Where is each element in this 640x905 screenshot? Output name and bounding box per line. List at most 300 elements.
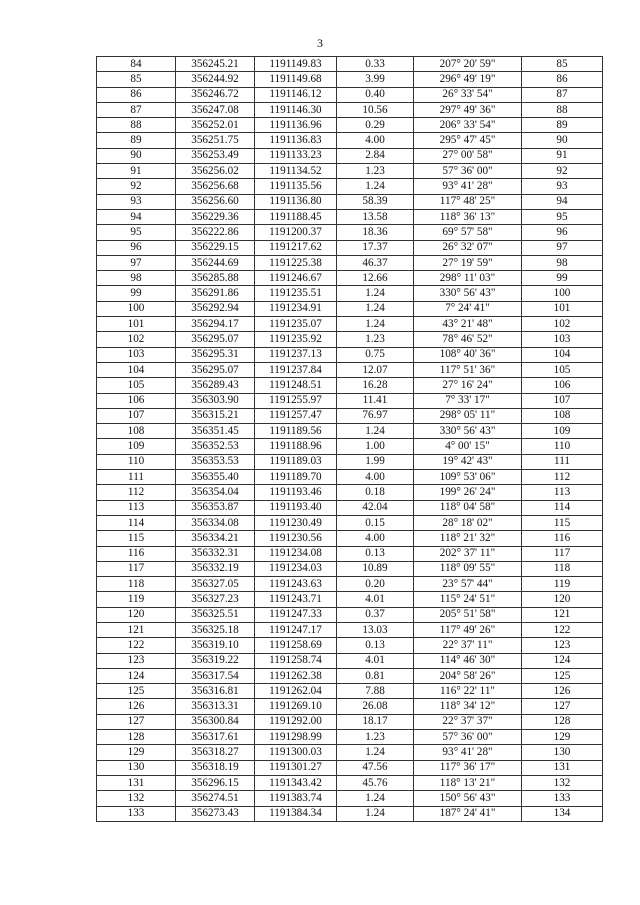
x-coordinate-cell: 356303.90 <box>176 393 255 408</box>
point-number-cell: 132 <box>97 791 176 806</box>
x-coordinate-cell: 356295.07 <box>176 332 255 347</box>
bearing-cell: 118° 09' 55" <box>414 561 522 576</box>
bearing-cell: 202° 37' 11" <box>414 546 522 561</box>
next-point-cell: 101 <box>522 301 603 316</box>
point-number-cell: 123 <box>97 653 176 668</box>
next-point-cell: 100 <box>522 286 603 301</box>
point-number-cell: 94 <box>97 209 176 224</box>
bearing-cell: 118° 34' 12" <box>414 699 522 714</box>
y-coordinate-cell: 1191292.00 <box>255 714 337 729</box>
distance-cell: 0.40 <box>337 87 414 102</box>
point-number-cell: 87 <box>97 102 176 117</box>
x-coordinate-cell: 356256.60 <box>176 194 255 209</box>
next-point-cell: 130 <box>522 745 603 760</box>
bearing-cell: 26° 33' 54" <box>414 87 522 102</box>
bearing-cell: 118° 04' 58" <box>414 500 522 515</box>
bearing-cell: 115° 24' 51" <box>414 592 522 607</box>
table-row <box>97 424 603 439</box>
point-number-cell: 118 <box>97 577 176 592</box>
y-coordinate-cell: 1191262.38 <box>255 668 337 683</box>
table-row <box>97 225 603 240</box>
x-coordinate-cell: 356222.86 <box>176 225 255 240</box>
x-coordinate-cell: 356247.08 <box>176 102 255 117</box>
bearing-cell: 199° 26' 24" <box>414 485 522 500</box>
point-number-cell: 124 <box>97 668 176 683</box>
next-point-cell: 124 <box>522 653 603 668</box>
table-row <box>97 209 603 224</box>
y-coordinate-cell: 1191149.68 <box>255 72 337 87</box>
y-coordinate-cell: 1191258.74 <box>255 653 337 668</box>
point-number-cell: 108 <box>97 424 176 439</box>
x-coordinate-cell: 356353.87 <box>176 500 255 515</box>
distance-cell: 26.08 <box>337 699 414 714</box>
table-row <box>97 148 603 163</box>
y-coordinate-cell: 1191235.92 <box>255 332 337 347</box>
coordinates-table-body <box>97 57 603 822</box>
bearing-cell: 27° 00' 58" <box>414 148 522 163</box>
distance-cell: 42.04 <box>337 500 414 515</box>
x-coordinate-cell: 356285.88 <box>176 271 255 286</box>
distance-cell: 0.75 <box>337 347 414 362</box>
table-row <box>97 531 603 546</box>
x-coordinate-cell: 356334.21 <box>176 531 255 546</box>
bearing-cell: 187° 24' 41" <box>414 806 522 821</box>
next-point-cell: 95 <box>522 209 603 224</box>
table-row <box>97 118 603 133</box>
distance-cell: 18.36 <box>337 225 414 240</box>
x-coordinate-cell: 356332.31 <box>176 546 255 561</box>
point-number-cell: 125 <box>97 684 176 699</box>
table-row <box>97 240 603 255</box>
x-coordinate-cell: 356229.36 <box>176 209 255 224</box>
next-point-cell: 99 <box>522 271 603 286</box>
y-coordinate-cell: 1191237.84 <box>255 362 337 377</box>
table-row <box>97 57 603 72</box>
distance-cell: 17.37 <box>337 240 414 255</box>
y-coordinate-cell: 1191258.69 <box>255 638 337 653</box>
bearing-cell: 22° 37' 11" <box>414 638 522 653</box>
x-coordinate-cell: 356291.86 <box>176 286 255 301</box>
distance-cell: 47.56 <box>337 760 414 775</box>
x-coordinate-cell: 356289.43 <box>176 378 255 393</box>
y-coordinate-cell: 1191193.40 <box>255 500 337 515</box>
bearing-cell: 150° 56' 43" <box>414 791 522 806</box>
y-coordinate-cell: 1191235.07 <box>255 317 337 332</box>
point-number-cell: 84 <box>97 57 176 72</box>
y-coordinate-cell: 1191246.67 <box>255 271 337 286</box>
next-point-cell: 132 <box>522 775 603 790</box>
bearing-cell: 93° 41' 28" <box>414 179 522 194</box>
y-coordinate-cell: 1191257.47 <box>255 408 337 423</box>
distance-cell: 1.23 <box>337 164 414 179</box>
table-row <box>97 684 603 699</box>
y-coordinate-cell: 1191134.52 <box>255 164 337 179</box>
distance-cell: 1.24 <box>337 286 414 301</box>
table-row <box>97 362 603 377</box>
y-coordinate-cell: 1191193.46 <box>255 485 337 500</box>
next-point-cell: 109 <box>522 424 603 439</box>
bearing-cell: 118° 13' 21" <box>414 775 522 790</box>
x-coordinate-cell: 356325.51 <box>176 607 255 622</box>
next-point-cell: 87 <box>522 87 603 102</box>
distance-cell: 0.13 <box>337 638 414 653</box>
point-number-cell: 111 <box>97 470 176 485</box>
point-number-cell: 130 <box>97 760 176 775</box>
distance-cell: 3.99 <box>337 72 414 87</box>
bearing-cell: 78° 46' 52" <box>414 332 522 347</box>
x-coordinate-cell: 356295.31 <box>176 347 255 362</box>
point-number-cell: 91 <box>97 164 176 179</box>
y-coordinate-cell: 1191383.74 <box>255 791 337 806</box>
bearing-cell: 28° 18' 02" <box>414 515 522 530</box>
next-point-cell: 131 <box>522 760 603 775</box>
table-row <box>97 607 603 622</box>
next-point-cell: 120 <box>522 592 603 607</box>
bearing-cell: 117° 51' 36" <box>414 362 522 377</box>
x-coordinate-cell: 356325.18 <box>176 622 255 637</box>
x-coordinate-cell: 356334.08 <box>176 515 255 530</box>
bearing-cell: 296° 49' 19" <box>414 72 522 87</box>
table-row <box>97 317 603 332</box>
distance-cell: 12.66 <box>337 271 414 286</box>
x-coordinate-cell: 356253.49 <box>176 148 255 163</box>
point-number-cell: 114 <box>97 515 176 530</box>
x-coordinate-cell: 356317.54 <box>176 668 255 683</box>
x-coordinate-cell: 356332.19 <box>176 561 255 576</box>
bearing-cell: 118° 21' 32" <box>414 531 522 546</box>
x-coordinate-cell: 356244.69 <box>176 255 255 270</box>
next-point-cell: 121 <box>522 607 603 622</box>
distance-cell: 12.07 <box>337 362 414 377</box>
next-point-cell: 105 <box>522 362 603 377</box>
table-row <box>97 561 603 576</box>
table-row <box>97 806 603 821</box>
x-coordinate-cell: 356315.21 <box>176 408 255 423</box>
x-coordinate-cell: 356354.04 <box>176 485 255 500</box>
bearing-cell: 330° 56' 43" <box>414 424 522 439</box>
point-number-cell: 92 <box>97 179 176 194</box>
next-point-cell: 118 <box>522 561 603 576</box>
distance-cell: 1.23 <box>337 730 414 745</box>
table-row <box>97 515 603 530</box>
y-coordinate-cell: 1191146.30 <box>255 102 337 117</box>
next-point-cell: 113 <box>522 485 603 500</box>
distance-cell: 0.20 <box>337 577 414 592</box>
distance-cell: 2.84 <box>337 148 414 163</box>
y-coordinate-cell: 1191301.27 <box>255 760 337 775</box>
next-point-cell: 86 <box>522 72 603 87</box>
next-point-cell: 90 <box>522 133 603 148</box>
table-row <box>97 592 603 607</box>
table-row <box>97 194 603 209</box>
bearing-cell: 43° 21' 48" <box>414 317 522 332</box>
next-point-cell: 116 <box>522 531 603 546</box>
distance-cell: 1.00 <box>337 439 414 454</box>
next-point-cell: 126 <box>522 684 603 699</box>
table-row <box>97 347 603 362</box>
bearing-cell: 330° 56' 43" <box>414 286 522 301</box>
next-point-cell: 93 <box>522 179 603 194</box>
point-number-cell: 131 <box>97 775 176 790</box>
next-point-cell: 110 <box>522 439 603 454</box>
bearing-cell: 27° 16' 24" <box>414 378 522 393</box>
next-point-cell: 134 <box>522 806 603 821</box>
distance-cell: 4.01 <box>337 653 414 668</box>
point-number-cell: 133 <box>97 806 176 821</box>
distance-cell: 4.00 <box>337 470 414 485</box>
point-number-cell: 89 <box>97 133 176 148</box>
table-row <box>97 760 603 775</box>
bearing-cell: 295° 47' 45" <box>414 133 522 148</box>
table-row <box>97 408 603 423</box>
y-coordinate-cell: 1191247.17 <box>255 622 337 637</box>
next-point-cell: 122 <box>522 622 603 637</box>
x-coordinate-cell: 356300.84 <box>176 714 255 729</box>
x-coordinate-cell: 356273.43 <box>176 806 255 821</box>
point-number-cell: 109 <box>97 439 176 454</box>
x-coordinate-cell: 356229.15 <box>176 240 255 255</box>
next-point-cell: 88 <box>522 102 603 117</box>
x-coordinate-cell: 356252.01 <box>176 118 255 133</box>
point-number-cell: 110 <box>97 454 176 469</box>
table-row <box>97 775 603 790</box>
table-row <box>97 622 603 637</box>
x-coordinate-cell: 356352.53 <box>176 439 255 454</box>
table-row <box>97 699 603 714</box>
y-coordinate-cell: 1191230.56 <box>255 531 337 546</box>
next-point-cell: 91 <box>522 148 603 163</box>
point-number-cell: 117 <box>97 561 176 576</box>
bearing-cell: 69° 57' 58" <box>414 225 522 240</box>
next-point-cell: 125 <box>522 668 603 683</box>
bearing-cell: 4° 00' 15" <box>414 439 522 454</box>
bearing-cell: 117° 48' 25" <box>414 194 522 209</box>
point-number-cell: 104 <box>97 362 176 377</box>
point-number-cell: 128 <box>97 730 176 745</box>
y-coordinate-cell: 1191298.99 <box>255 730 337 745</box>
next-point-cell: 85 <box>522 57 603 72</box>
point-number-cell: 95 <box>97 225 176 240</box>
x-coordinate-cell: 356317.61 <box>176 730 255 745</box>
point-number-cell: 98 <box>97 271 176 286</box>
y-coordinate-cell: 1191189.70 <box>255 470 337 485</box>
bearing-cell: 116° 22' 11" <box>414 684 522 699</box>
table-row <box>97 500 603 515</box>
table-row <box>97 577 603 592</box>
table-row <box>97 378 603 393</box>
x-coordinate-cell: 356355.40 <box>176 470 255 485</box>
distance-cell: 0.18 <box>337 485 414 500</box>
x-coordinate-cell: 356294.17 <box>176 317 255 332</box>
y-coordinate-cell: 1191243.63 <box>255 577 337 592</box>
next-point-cell: 117 <box>522 546 603 561</box>
point-number-cell: 127 <box>97 714 176 729</box>
y-coordinate-cell: 1191384.34 <box>255 806 337 821</box>
y-coordinate-cell: 1191188.45 <box>255 209 337 224</box>
bearing-cell: 297° 49' 36" <box>414 102 522 117</box>
coordinates-table <box>96 56 603 822</box>
next-point-cell: 115 <box>522 515 603 530</box>
distance-cell: 4.01 <box>337 592 414 607</box>
distance-cell: 10.56 <box>337 102 414 117</box>
y-coordinate-cell: 1191255.97 <box>255 393 337 408</box>
table-row <box>97 730 603 745</box>
next-point-cell: 112 <box>522 470 603 485</box>
bearing-cell: 204° 58' 26" <box>414 668 522 683</box>
table-row <box>97 485 603 500</box>
y-coordinate-cell: 1191136.83 <box>255 133 337 148</box>
y-coordinate-cell: 1191243.71 <box>255 592 337 607</box>
next-point-cell: 103 <box>522 332 603 347</box>
bearing-cell: 205° 51' 58" <box>414 607 522 622</box>
distance-cell: 1.24 <box>337 317 414 332</box>
point-number-cell: 115 <box>97 531 176 546</box>
table-row <box>97 133 603 148</box>
next-point-cell: 89 <box>522 118 603 133</box>
y-coordinate-cell: 1191149.83 <box>255 57 337 72</box>
y-coordinate-cell: 1191230.49 <box>255 515 337 530</box>
table-row <box>97 439 603 454</box>
point-number-cell: 106 <box>97 393 176 408</box>
distance-cell: 4.00 <box>337 531 414 546</box>
x-coordinate-cell: 356327.05 <box>176 577 255 592</box>
next-point-cell: 106 <box>522 378 603 393</box>
next-point-cell: 119 <box>522 577 603 592</box>
next-point-cell: 108 <box>522 408 603 423</box>
table-row <box>97 87 603 102</box>
next-point-cell: 104 <box>522 347 603 362</box>
x-coordinate-cell: 356327.23 <box>176 592 255 607</box>
point-number-cell: 85 <box>97 72 176 87</box>
point-number-cell: 112 <box>97 485 176 500</box>
table-row <box>97 638 603 653</box>
distance-cell: 1.24 <box>337 179 414 194</box>
point-number-cell: 97 <box>97 255 176 270</box>
y-coordinate-cell: 1191133.23 <box>255 148 337 163</box>
y-coordinate-cell: 1191269.10 <box>255 699 337 714</box>
x-coordinate-cell: 356251.75 <box>176 133 255 148</box>
x-coordinate-cell: 356256.68 <box>176 179 255 194</box>
table-row <box>97 546 603 561</box>
distance-cell: 46.37 <box>337 255 414 270</box>
next-point-cell: 107 <box>522 393 603 408</box>
distance-cell: 0.33 <box>337 57 414 72</box>
y-coordinate-cell: 1191217.62 <box>255 240 337 255</box>
next-point-cell: 129 <box>522 730 603 745</box>
table-row <box>97 286 603 301</box>
bearing-cell: 298° 11' 03" <box>414 271 522 286</box>
distance-cell: 1.99 <box>337 454 414 469</box>
bearing-cell: 117° 36' 17" <box>414 760 522 775</box>
bearing-cell: 93° 41' 28" <box>414 745 522 760</box>
table-row <box>97 714 603 729</box>
bearing-cell: 7° 24' 41" <box>414 301 522 316</box>
table-row <box>97 332 603 347</box>
point-number-cell: 103 <box>97 347 176 362</box>
point-number-cell: 113 <box>97 500 176 515</box>
y-coordinate-cell: 1191234.08 <box>255 546 337 561</box>
distance-cell: 13.58 <box>337 209 414 224</box>
bearing-cell: 206° 33' 54" <box>414 118 522 133</box>
bearing-cell: 118° 36' 13" <box>414 209 522 224</box>
distance-cell: 18.17 <box>337 714 414 729</box>
x-coordinate-cell: 356274.51 <box>176 791 255 806</box>
x-coordinate-cell: 356318.27 <box>176 745 255 760</box>
point-number-cell: 90 <box>97 148 176 163</box>
x-coordinate-cell: 356244.92 <box>176 72 255 87</box>
next-point-cell: 94 <box>522 194 603 209</box>
next-point-cell: 92 <box>522 164 603 179</box>
distance-cell: 11.41 <box>337 393 414 408</box>
table-row <box>97 301 603 316</box>
distance-cell: 7.88 <box>337 684 414 699</box>
distance-cell: 1.24 <box>337 791 414 806</box>
table-row <box>97 102 603 117</box>
table-row <box>97 454 603 469</box>
x-coordinate-cell: 356319.22 <box>176 653 255 668</box>
table-row <box>97 393 603 408</box>
y-coordinate-cell: 1191235.51 <box>255 286 337 301</box>
y-coordinate-cell: 1191248.51 <box>255 378 337 393</box>
next-point-cell: 128 <box>522 714 603 729</box>
distance-cell: 1.24 <box>337 301 414 316</box>
table-row <box>97 271 603 286</box>
distance-cell: 13.03 <box>337 622 414 637</box>
bearing-cell: 27° 19' 59" <box>414 255 522 270</box>
bearing-cell: 117° 49' 26" <box>414 622 522 637</box>
table-row <box>97 164 603 179</box>
next-point-cell: 111 <box>522 454 603 469</box>
distance-cell: 0.37 <box>337 607 414 622</box>
y-coordinate-cell: 1191225.38 <box>255 255 337 270</box>
x-coordinate-cell: 356256.02 <box>176 164 255 179</box>
table-row <box>97 668 603 683</box>
x-coordinate-cell: 356246.72 <box>176 87 255 102</box>
y-coordinate-cell: 1191247.33 <box>255 607 337 622</box>
table-row <box>97 745 603 760</box>
bearing-cell: 57° 36' 00" <box>414 164 522 179</box>
point-number-cell: 105 <box>97 378 176 393</box>
point-number-cell: 101 <box>97 317 176 332</box>
bearing-cell: 7° 33' 17" <box>414 393 522 408</box>
x-coordinate-cell: 356316.81 <box>176 684 255 699</box>
bearing-cell: 23° 57' 44" <box>414 577 522 592</box>
bearing-cell: 26° 32' 07" <box>414 240 522 255</box>
x-coordinate-cell: 356318.19 <box>176 760 255 775</box>
point-number-cell: 93 <box>97 194 176 209</box>
point-number-cell: 116 <box>97 546 176 561</box>
distance-cell: 76.97 <box>337 408 414 423</box>
y-coordinate-cell: 1191136.96 <box>255 118 337 133</box>
point-number-cell: 129 <box>97 745 176 760</box>
x-coordinate-cell: 356295.07 <box>176 362 255 377</box>
next-point-cell: 97 <box>522 240 603 255</box>
x-coordinate-cell: 356319.10 <box>176 638 255 653</box>
y-coordinate-cell: 1191237.13 <box>255 347 337 362</box>
bearing-cell: 114° 46' 30" <box>414 653 522 668</box>
distance-cell: 1.24 <box>337 745 414 760</box>
x-coordinate-cell: 356313.31 <box>176 699 255 714</box>
next-point-cell: 123 <box>522 638 603 653</box>
y-coordinate-cell: 1191189.56 <box>255 424 337 439</box>
point-number-cell: 122 <box>97 638 176 653</box>
y-coordinate-cell: 1191200.37 <box>255 225 337 240</box>
distance-cell: 16.28 <box>337 378 414 393</box>
distance-cell: 1.24 <box>337 806 414 821</box>
distance-cell: 1.23 <box>337 332 414 347</box>
bearing-cell: 298° 05' 11" <box>414 408 522 423</box>
x-coordinate-cell: 356245.21 <box>176 57 255 72</box>
